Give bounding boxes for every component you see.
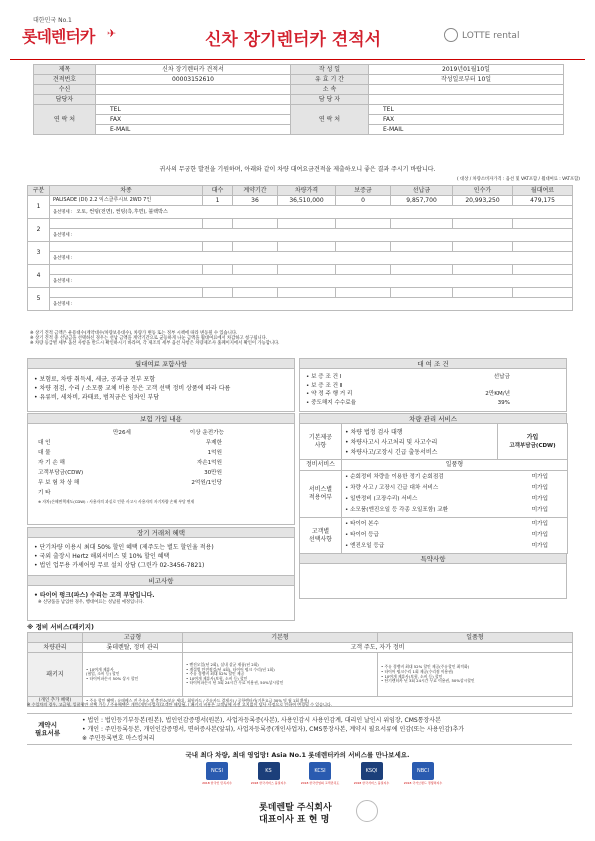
insurance-label: 무 보 험 차 상 해 xyxy=(38,480,80,486)
service-row xyxy=(345,494,564,505)
contact-tel: TEL xyxy=(96,105,291,115)
award-logo: KSQI xyxy=(361,762,383,780)
note-line: ※ 상기 견적 중 선납금을 선택하신 경우는 선납 금액을 계약기간으로 균등하게 나눈 금액을 월대여료에서 차감하고 청구됩니다. xyxy=(30,336,268,342)
insurance-value: 1억원 xyxy=(207,450,222,456)
monthly-included xyxy=(27,358,295,412)
quote-row xyxy=(28,242,573,252)
quote-cell-monthly xyxy=(513,242,573,252)
insurance-row xyxy=(38,438,284,448)
award-badge xyxy=(195,762,239,792)
row-number: 2 xyxy=(28,219,50,242)
contact-email: E-MAIL xyxy=(369,125,564,135)
quote-cell-model xyxy=(50,219,203,229)
condition-value: 39% xyxy=(497,399,510,406)
quote-header: 대수 xyxy=(203,186,233,196)
quote-cell-residual xyxy=(453,219,513,229)
award-caption: 2018 국가브랜드 경쟁력지수 xyxy=(403,781,443,785)
service-row xyxy=(345,519,564,530)
award-caption: 2018 한국서비스 품질지수 xyxy=(250,781,287,785)
condition-value: 2만KM/년 xyxy=(485,391,510,397)
row-number: 5 xyxy=(28,288,50,311)
options-row xyxy=(50,252,573,265)
package-table xyxy=(27,632,572,707)
info-value xyxy=(96,95,291,105)
award-logo: NBCI xyxy=(412,762,434,780)
service-status: 미가입 xyxy=(531,543,548,549)
docs-line: ※ 주민등록번호 마스킹처리 xyxy=(82,735,155,742)
quote-header: 보증금 xyxy=(336,186,391,196)
quote-cell-deposit xyxy=(336,219,391,229)
special-terms-box xyxy=(299,564,567,599)
quote-row xyxy=(28,265,573,275)
service-status: 미가입 xyxy=(531,496,548,502)
insurance-value: 무제한 xyxy=(205,440,222,446)
intro-text: 귀사의 무궁한 발전을 기원하며, 아래와 같이 차량 대여요금견적을 제출하오니 좋은 결과 주시기 바랍니다. xyxy=(159,166,436,173)
info-label: 수신 xyxy=(34,85,96,95)
quote-cell-prepay xyxy=(391,242,453,252)
pkg-col: 고급형 xyxy=(83,633,183,643)
quote-header: 차종 xyxy=(50,186,203,196)
service-item: • 타이어 본수 xyxy=(345,521,379,527)
basic-item: • 차량사고시 사고처리 및 사고수리 xyxy=(345,438,438,446)
quote-cell-model: PALISADE (DI) 2.2 익스클루시브 2WD 7인 xyxy=(50,196,203,206)
cdw-label: 고객부담금(CDW) xyxy=(509,442,556,449)
quote-cell-deposit: 0 xyxy=(336,196,391,206)
basic-item: • 차량 법정 검사 대행 xyxy=(345,428,403,436)
condition-label: • 보 증 조 건 Ⅱ xyxy=(306,382,343,389)
basic-label: 기본제공 사항 xyxy=(300,424,342,460)
insurance-row xyxy=(38,488,284,498)
pkg-row-label: 패키지 xyxy=(28,653,83,697)
award-badge xyxy=(350,762,394,792)
docs-line: • 법인 : 법인등기부등본(원본), 법인인감증명서(원본), 사업자등록증(사본), 사용인감시 사용인감계, 대리인 날인시 위임장, CMS통장사본 xyxy=(82,717,441,724)
options-value: 오토, 썬팅(전면), 썬팅(측,후면), 블랙박스 xyxy=(76,208,168,215)
brand-logo: 롯데렌터카 xyxy=(22,27,95,46)
remarks-section xyxy=(27,575,295,621)
service-item: • 차량 사고 / 고장시 긴급 대차 서비스 xyxy=(345,485,439,491)
quote-cell-term xyxy=(233,288,278,298)
maint-value: 일품형 xyxy=(342,460,568,471)
company-ceo: 대표이사 표 현 명 xyxy=(259,815,330,825)
driver-range: 이상 운전가능 xyxy=(189,430,224,436)
service-status: 미가입 xyxy=(531,474,548,480)
lotte-rental-logo: LOTTE rental xyxy=(462,31,520,41)
pkg-cell: • 주유 경쟁비 최대 52% 할인 제공(주유할인 최적화) • 타이어 펑크수리 1회 제공(수리점 이용권) • 10여개 제휴사(보험, 소비 등) 할인 • 단기렌터카 년 3회 24시간 무료 이용권, 50%상시할인 xyxy=(378,653,573,697)
benefit-item: • 국외 출장시 Hertz 해외서비스 및 10% 할인 혜택 xyxy=(34,553,170,561)
insurance-label: 대 인 xyxy=(38,440,51,446)
condition-row xyxy=(306,382,560,391)
quote-cell-deposit xyxy=(336,242,391,252)
award-badge xyxy=(247,762,291,792)
info-label: 담당자 xyxy=(34,95,96,105)
quote-header: 차량가격 xyxy=(278,186,336,196)
driver-age: 만26세 xyxy=(113,430,131,436)
condition-label: • 약 정 주 행 거 리 xyxy=(306,391,353,397)
pkg-cell: 고객 주도, 자가 정비 xyxy=(183,643,573,653)
included-item: • 차량 점검, 수리 / 소모품 교체 비용 등은 고객 선택 정비 상품에 따라 다름 xyxy=(34,385,231,393)
quote-cell-qty: 1 xyxy=(203,196,233,206)
quote-cell-price xyxy=(278,242,336,252)
award-logo: NCSI xyxy=(206,762,228,780)
service-status: 미가입 xyxy=(531,485,548,491)
pkg-row-label: 차량관리 xyxy=(28,643,83,653)
contact-email: E-MAIL xyxy=(96,125,291,135)
service-section xyxy=(299,413,567,599)
section-title: 장기 거래처 혜택 xyxy=(27,527,295,538)
insurance-label: 고객부담금(CDW) xyxy=(38,470,84,476)
award-badge xyxy=(401,762,445,792)
contact-label: 연 락 처 xyxy=(291,105,369,135)
quote-cell-monthly xyxy=(513,288,573,298)
company-name: 롯데렌탈 주식회사 xyxy=(259,803,332,813)
quote-cell-qty xyxy=(203,265,233,275)
insurance-row xyxy=(38,478,284,488)
quote-header: 인수가 xyxy=(453,186,513,196)
insurance-value xyxy=(222,488,284,498)
insurance-row xyxy=(38,458,284,468)
quote-cell-prepay xyxy=(391,219,453,229)
options-label: 옵션명세 : xyxy=(53,209,73,215)
benefit-item: • 단기차량 이용시 최대 50% 할인 혜택 (제주도는 별도 할인율 적용) xyxy=(34,544,214,551)
note-line: ※ 차량 등급별 세부 옵션 사항을 반드시 확인하시기 바라며, 각 제조의 세부 옵션 사항은 차량제조사 홈페이지에서 확인이 가능합니다. xyxy=(30,341,280,347)
package-title: ※ 정비 서비스(패키지) xyxy=(27,623,95,631)
info-label: 소 속 xyxy=(291,85,369,95)
quote-cell-monthly xyxy=(513,265,573,275)
award-caption: 2018 한국인 만족지수 xyxy=(202,781,232,785)
maint-label: 정비서비스 xyxy=(300,460,342,471)
contact-fax: FAX xyxy=(369,115,564,125)
info-value xyxy=(369,85,564,95)
options-row xyxy=(50,298,573,311)
quote-cell-prepay: 9,857,700 xyxy=(391,196,453,206)
page-title: 신차 장기렌터카 견적서 xyxy=(205,30,382,50)
info-label: 작 성 일 xyxy=(291,65,369,75)
row-number: 3 xyxy=(28,242,50,265)
pkg-col: 일품형 xyxy=(378,633,573,643)
docs-line: • 개인 : 주민등록등본, 개인인감증명서, 면허증사본(앞뒤), 사업자등록증(개인사업자), CMS통장사본, 계약시 필요서류에 인감(또는 사용인감)추가 xyxy=(82,726,465,733)
quote-cell-residual xyxy=(453,288,513,298)
company-seal xyxy=(356,800,378,822)
pkg-cell: • 10여개 제휴사 (협업, 소비 등) 할인 • 타이어파손시 50% 상시 할인 xyxy=(83,653,183,697)
section-title: 대 여 조 건 xyxy=(299,358,567,369)
contact-tel: TEL xyxy=(369,105,564,115)
service-item: • 엔진오일 등급 xyxy=(345,543,385,549)
insurance-label: 자 기 손 해 xyxy=(38,460,65,466)
section-title: 월대여료 포함사항 xyxy=(27,358,295,369)
benefits-section xyxy=(27,527,295,578)
insurance-row xyxy=(38,448,284,458)
condition-value xyxy=(510,382,560,391)
quote-row xyxy=(28,196,573,206)
condition-label: • 중도해지 수수료율 xyxy=(306,399,357,406)
service-item: • 순회정비 차량을 이용한 정기 순회점검 xyxy=(345,474,444,480)
condition-row xyxy=(306,390,560,399)
service-status: 미가입 xyxy=(531,532,548,538)
lotte-logo-icon xyxy=(444,28,458,42)
options-label: 옵션명세 : xyxy=(53,278,73,284)
row-number: 1 xyxy=(28,196,50,219)
remark-item: • 타이어 펑크(파스) 수리는 고객 부담입니다. xyxy=(34,592,155,599)
docs-label: 계약시 필요서류 xyxy=(35,721,61,738)
quote-header: 선납금 xyxy=(391,186,453,196)
slogan: 국내 최다 차량, 최대 영업망! Asia No.1 롯데렌터카의 서비스를 만나보세요. xyxy=(185,751,410,759)
info-label: 담 당 자 xyxy=(291,95,369,105)
cdw-note: ※ 자차(손해면책제도(CDW) : 사용자의 과실로 인한 사고시 사용자의 자기차량 손해 부담 면제 xyxy=(38,499,195,504)
award-logo: KS xyxy=(258,762,280,780)
service-status: 미가입 xyxy=(531,521,548,527)
contact-label: 연 락 처 xyxy=(34,105,96,135)
section-title: 보험 가입 내용 xyxy=(27,413,295,424)
options-label: 옵션명세 : xyxy=(53,232,73,238)
insurance-value: 30만원 xyxy=(204,470,222,476)
options-row xyxy=(50,275,573,288)
info-value xyxy=(96,85,291,95)
quote-date: 2019년01월10일 xyxy=(369,65,564,75)
pkg-row-label: (개인 추가 혜택) xyxy=(28,697,83,707)
service-item: • 소모품(엔진오일 등 각종 오일포함) 교환 xyxy=(345,507,449,513)
quote-cell-residual xyxy=(453,265,513,275)
conditions-section xyxy=(299,358,567,412)
award-caption: 2018 한국서비스 품질지수 xyxy=(353,781,390,785)
info-value: 신차 장기렌터카 견적서 xyxy=(96,65,291,75)
quote-cell-term: 36 xyxy=(233,196,278,206)
quote-cell-model xyxy=(50,242,203,252)
cust-label: 고객별 선택사항 xyxy=(300,518,342,554)
info-section xyxy=(33,64,563,135)
included-item: • 유류비, 세차비, 과태료, 범칙금은 임차인 부담 xyxy=(34,394,160,402)
award-caption: 2018 한국산업의 고객만족도 xyxy=(300,781,340,785)
pkg-col: 기본형 xyxy=(183,633,378,643)
section-title: 특약사항 xyxy=(299,553,567,564)
options-row xyxy=(50,229,573,242)
docs-section xyxy=(27,713,572,745)
service-row xyxy=(345,483,564,494)
unit-note: ( 대상 / 차량소비자가격 : 옵션 및 VAT포함 / 월대여료 : VAT포함) xyxy=(457,177,580,182)
logo-wing-icon: ✈ xyxy=(107,27,117,40)
service-status: 미가입 xyxy=(531,507,548,513)
service-row xyxy=(345,472,564,483)
info-label: 견적번호 xyxy=(34,75,96,85)
quote-cell-price xyxy=(278,288,336,298)
options-label: 옵션명세 : xyxy=(53,301,73,307)
quote-cell-qty xyxy=(203,219,233,229)
pkg-cell: • 주유 할인 혜택 : 유테베스 전 주유소 및 충전소(보유 세대 , 회원카드 / 주유카드 결제시) / 공항렌터카(기본요금 30% 및 월 1회 환원) xyxy=(83,697,573,707)
service-row xyxy=(345,505,564,516)
quote-header: 월대여료 xyxy=(513,186,573,196)
quote-cell-deposit xyxy=(336,265,391,275)
note-line: ※ 상기 견적 금액은 운용대수(계약대수/차량보유대수), 차량가 변동 또는 정부 시책에 따라 변동될 수 있습니다. xyxy=(30,331,238,336)
quote-row xyxy=(28,288,573,298)
award-logo: KCSI xyxy=(309,762,331,780)
options-label: 옵션명세 : xyxy=(53,255,73,261)
header-divider xyxy=(10,59,585,60)
quote-cell-term xyxy=(233,242,278,252)
pkg-cell: 롯데렌탈, 정비 관리 xyxy=(83,643,183,653)
condition-label: • 보 증 조 건 Ⅰ xyxy=(306,374,342,380)
benefit-item: • 법인 업무용 카셰어링 무료 설치 상담 (그린카 02-3456-7821) xyxy=(34,562,205,570)
insurance-label: 기 타 xyxy=(38,490,51,496)
row-number: 4 xyxy=(28,265,50,288)
quote-cell-term xyxy=(233,265,278,275)
tagline: 대한민국 No.1 xyxy=(33,17,72,24)
quote-cell-price: 36,510,000 xyxy=(278,196,336,206)
quote-cell-monthly xyxy=(513,219,573,229)
quote-cell-prepay xyxy=(391,265,453,275)
quote-row xyxy=(28,219,573,229)
quote-cell-deposit xyxy=(336,288,391,298)
quote-cell-model xyxy=(50,288,203,298)
insurance-label: 대 물 xyxy=(38,450,51,456)
pkg-footnote: ※ 수입차의 경우, 고급형, 일품형만 선택 가능 / 주유혜택은 개인(개인사업자)고객만 해당됨, / 패키지 비용은 고객님에 사전 고지없이 당사 사정으로 인하여 변경될 수 있습니다. xyxy=(27,702,332,707)
quote-cell-residual: 20,993,250 xyxy=(453,196,513,206)
insurance-value: 자손1억원 xyxy=(196,460,222,466)
quote-cell-monthly: 479,175 xyxy=(513,196,573,206)
quote-table xyxy=(27,185,572,311)
info-label: 제목 xyxy=(34,65,96,75)
service-item: • 타이어 등급 xyxy=(345,532,379,538)
quote-cell-qty xyxy=(203,242,233,252)
pkg-cell: • 엔진오일(년 2회), 실내 살균 제품(년 2회) • 계절별 안전점검(년 4회), 타이어 펑크 수리(년 1회) • 주유 경쟁비 최대 52% 할인 제공 • 10여개 제휴사(보험, 소비 등) 할인 • 타이어파손시 년 3회 24시간 무료 이용권, 50%상시할인 xyxy=(183,653,378,697)
condition-value: 선납금 xyxy=(493,374,510,380)
service-row xyxy=(345,530,564,541)
quote-cell-term xyxy=(233,219,278,229)
remark-sub: ※ 신당품을 납입한 경우, 행대여료는 성납될 예정입니다. xyxy=(38,600,144,606)
condition-row xyxy=(306,373,560,382)
quote-number: 00003152610 xyxy=(96,75,291,85)
insurance-section xyxy=(27,413,295,525)
award-badge xyxy=(298,762,342,792)
select-label: 서비스별 적용여부 xyxy=(300,471,342,518)
quote-header: 구분 xyxy=(28,186,50,196)
info-label: 유 효 기 간 xyxy=(291,75,369,85)
quote-cell-qty xyxy=(203,288,233,298)
quote-cell-price xyxy=(278,265,336,275)
quote-header: 계약기간 xyxy=(233,186,278,196)
service-row xyxy=(345,541,564,552)
included-item: • 보험료, 차량 취득세, 세금, 공과금 전부 포함 xyxy=(34,376,156,383)
insurance-row xyxy=(38,468,284,478)
quote-cell-model xyxy=(50,265,203,275)
basic-item: • 차량사고/고장시 긴급 출동서비스 xyxy=(345,448,438,456)
quote-cell-prepay xyxy=(391,288,453,298)
condition-row xyxy=(306,399,560,408)
quote-cell-residual xyxy=(453,242,513,252)
section-title: 차량 관리 서비스 xyxy=(299,413,567,424)
service-item: • 일반정비 (고장수리) 서비스 xyxy=(345,496,418,502)
options-row xyxy=(50,206,573,219)
cdw-status: 가입 xyxy=(526,433,539,441)
quote-notes xyxy=(30,331,580,346)
contact-fax: FAX xyxy=(96,115,291,125)
quote-cell-price xyxy=(278,219,336,229)
awards-row xyxy=(195,762,445,792)
validity: 작성일로부터 10일 xyxy=(369,75,564,85)
insurance-value: 2억원/1인당 xyxy=(191,480,222,486)
section-title: 비고사항 xyxy=(27,575,295,586)
info-value xyxy=(369,95,564,105)
